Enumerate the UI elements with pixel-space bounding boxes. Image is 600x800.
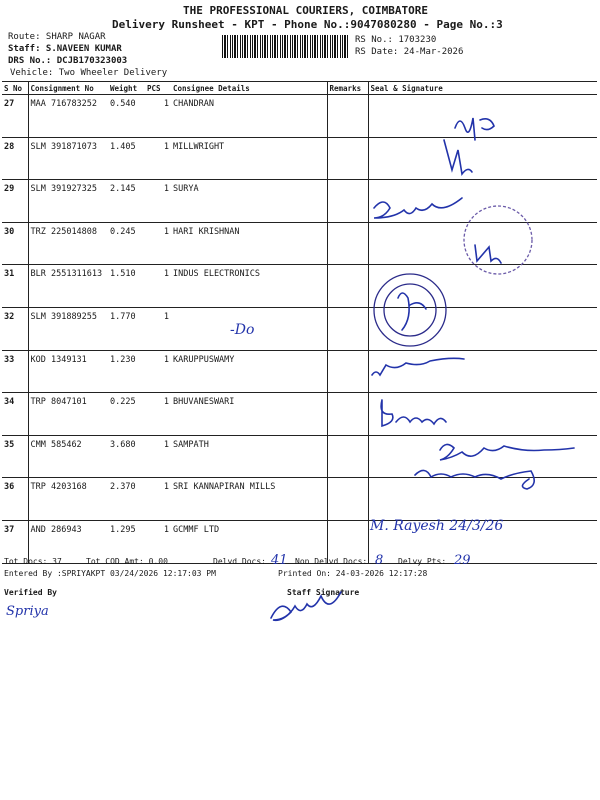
staff-signature-label: Staff Signature bbox=[287, 588, 360, 597]
col-header-seal: Seal & Signature bbox=[368, 82, 597, 95]
delivery-points-count: 29 bbox=[454, 553, 471, 568]
cell-consignee: INDUS ELECTRONICS bbox=[171, 265, 327, 308]
cell-sno: 29 bbox=[2, 180, 28, 223]
staff-signature-scribble bbox=[265, 588, 355, 633]
signature-row33 bbox=[372, 358, 464, 375]
cell-weight: 1.405 bbox=[108, 137, 145, 180]
cell-pcs: 1 bbox=[145, 95, 171, 138]
cell-consignee: HARI KRISHNAN bbox=[171, 222, 327, 265]
handwritten-signatures bbox=[360, 100, 600, 560]
verifier-signature: Spriya bbox=[6, 604, 49, 619]
cell-weight: 2.370 bbox=[108, 478, 145, 521]
delivery-points-label: Delvy Pts: bbox=[398, 557, 447, 566]
verified-by-label: Verified By bbox=[4, 588, 57, 597]
printed-on: Printed On: 24-03-2026 12:17:28 bbox=[278, 569, 428, 578]
cell-consignment: TRP 4203168 bbox=[28, 478, 108, 521]
entered-by: Entered By :SPRIYAKPT 03/24/2026 12:17:03 PM bbox=[4, 569, 216, 578]
signature-row35 bbox=[440, 444, 574, 460]
cell-consignee: SRI KANNAPIRAN MILLS bbox=[171, 478, 327, 521]
runsheet-subtitle: Delivery Runsheet - KPT - Phone No.:9047080280 - Page No.:3 bbox=[112, 18, 503, 31]
cell-sno: 35 bbox=[2, 435, 28, 478]
cell-consignment: BLR 2551311613 bbox=[28, 265, 108, 308]
cell-weight: 1.295 bbox=[108, 520, 145, 563]
col-header-weight: Weight bbox=[108, 82, 145, 95]
cell-pcs: 1 bbox=[145, 180, 171, 223]
cell-pcs: 1 bbox=[145, 265, 171, 308]
cell-consignment: SLM 391871073 bbox=[28, 137, 108, 180]
signature-row27 bbox=[455, 118, 494, 140]
col-header-sno: S No bbox=[2, 82, 28, 95]
cell-pcs: 1 bbox=[145, 222, 171, 265]
cell-sno: 30 bbox=[2, 222, 28, 265]
cell-consignment: KOD 1349131 bbox=[28, 350, 108, 393]
cell-consignee: GCMMF LTD bbox=[171, 520, 327, 563]
cell-consignee: KARUPPUSWAMY bbox=[171, 350, 327, 393]
cell-weight: 1.770 bbox=[108, 307, 145, 350]
company-name: THE PROFESSIONAL COURIERS, COIMBATORE bbox=[183, 4, 429, 17]
cell-pcs: 1 bbox=[145, 520, 171, 563]
route-label: Route: SHARP NAGAR bbox=[8, 32, 106, 42]
remark-row32-ditto: -Do bbox=[230, 322, 255, 338]
table-header-row bbox=[2, 82, 597, 95]
cell-weight: 1.510 bbox=[108, 265, 145, 308]
cell-sno: 34 bbox=[2, 393, 28, 436]
staff-label: Staff: S.NAVEEN KUMAR bbox=[8, 44, 122, 54]
cell-sno: 37 bbox=[2, 520, 28, 563]
cell-weight: 2.145 bbox=[108, 180, 145, 223]
signature-row29 bbox=[374, 198, 462, 218]
non-delivered-docs-count: 8 bbox=[375, 553, 384, 568]
cell-consignee: SURYA bbox=[171, 180, 327, 223]
cell-consignment: AND 286943 bbox=[28, 520, 108, 563]
cell-sno: 28 bbox=[2, 137, 28, 180]
col-header-consignment: Consignment No bbox=[28, 82, 108, 95]
signature-row37: M. Rayesh 24/3/26 bbox=[370, 518, 504, 534]
vehicle-label: Vehicle: Two Wheeler Delivery bbox=[10, 68, 168, 78]
cell-weight: 0.540 bbox=[108, 95, 145, 138]
signature-row28 bbox=[444, 140, 472, 174]
cell-consignee: MILLWRIGHT bbox=[171, 137, 327, 180]
cell-sno: 33 bbox=[2, 350, 28, 393]
cell-pcs: 1 bbox=[145, 137, 171, 180]
signature-row34 bbox=[381, 400, 446, 426]
cell-consignment: TRP 8047101 bbox=[28, 393, 108, 436]
cell-consignee: SAMPATH bbox=[171, 435, 327, 478]
cell-pcs: 1 bbox=[145, 478, 171, 521]
cell-pcs: 1 bbox=[145, 350, 171, 393]
cell-weight: 1.230 bbox=[108, 350, 145, 393]
cell-consignee: BHUVANESWARI bbox=[171, 393, 327, 436]
cell-sno: 31 bbox=[2, 265, 28, 308]
col-header-consignee: Consignee Details bbox=[171, 82, 327, 95]
rs-number: RS No.: 1703230 bbox=[355, 35, 437, 45]
cell-consignment: TRZ 225014808 bbox=[28, 222, 108, 265]
cell-weight: 0.225 bbox=[108, 393, 145, 436]
non-delivered-docs-label: Non Delvd Docs: bbox=[295, 557, 368, 566]
drs-number: DRS No.: DCJB170323003 bbox=[8, 56, 128, 66]
cell-consignment: MAA 716783252 bbox=[28, 95, 108, 138]
cell-sno: 27 bbox=[2, 95, 28, 138]
total-cod-amount: Tot COD Amt: 0.00 bbox=[86, 557, 168, 566]
rs-date: RS Date: 24-Mar-2026 bbox=[355, 47, 464, 57]
cell-pcs: 1 bbox=[145, 307, 171, 350]
stamp-row30 bbox=[464, 206, 532, 274]
cell-consignment: SLM 391927325 bbox=[28, 180, 108, 223]
stamp-row31 bbox=[374, 274, 446, 346]
cell-weight: 3.680 bbox=[108, 435, 145, 478]
barcode-image bbox=[222, 35, 350, 58]
cell-sno: 36 bbox=[2, 478, 28, 521]
cell-sno: 32 bbox=[2, 307, 28, 350]
signature-row30 bbox=[475, 245, 501, 263]
cell-pcs: 1 bbox=[145, 435, 171, 478]
cell-consignee: CHANDRAN bbox=[171, 95, 327, 138]
signature-row31 bbox=[398, 293, 426, 330]
delivered-docs-label: Delvd Docs: bbox=[213, 557, 266, 566]
cell-pcs: 1 bbox=[145, 393, 171, 436]
delivered-docs-count: 41 bbox=[271, 553, 288, 568]
cell-consignment: CMM 585462 bbox=[28, 435, 108, 478]
cell-consignment: SLM 391889255 bbox=[28, 307, 108, 350]
col-header-remarks: Remarks bbox=[327, 82, 368, 95]
total-docs: Tot Docs: 37 bbox=[4, 557, 62, 566]
col-header-pcs: PCS bbox=[145, 82, 171, 95]
cell-weight: 0.245 bbox=[108, 222, 145, 265]
signature-row36 bbox=[415, 470, 534, 489]
